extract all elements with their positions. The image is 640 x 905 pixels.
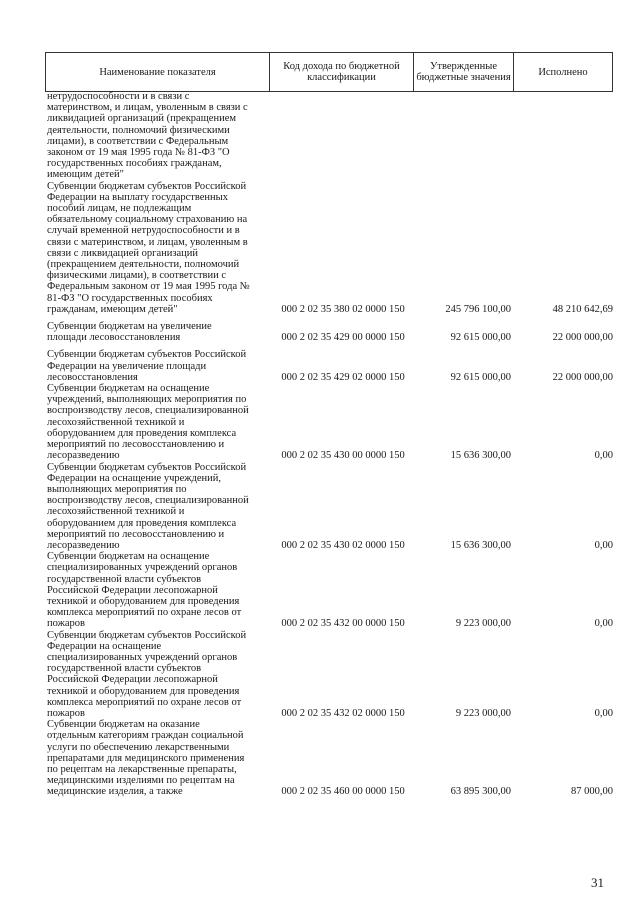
- row-code: 000 2 02 35 430 00 0000 150: [281, 450, 405, 462]
- row-name: Субвенции бюджетам субъектов Российской Федерации на оснащение учреждений, выполняющих мероприятия по воспроизводству лесов, специализированной лесохозяйственной техникой и оборудованием для проведения комплекса мероприятий по лесовосстановлению и лесоразведению: [47, 461, 249, 551]
- table-row: [47, 91, 613, 181]
- table-row: [47, 321, 613, 343]
- row-approved: 15 636 300,00: [450, 539, 511, 551]
- row-done: 48 210 642,69: [552, 303, 613, 315]
- table-row: [47, 719, 613, 797]
- row-name: нетрудоспособности и в связи с материнством, и лицам, уволенным в связи с ликвидацией организаций (прекращением деятельности, полномочий физическими лицами), в соответствии с Федеральным законом от 19 мая 1995 года № 81-ФЗ "О государственных пособиях гражданам, имеющим детей": [47, 91, 248, 181]
- header-name-column: Наименование показателя: [45, 53, 269, 91]
- table-row: [47, 630, 613, 720]
- row-name: Субвенции бюджетам субъектов Российской Федерации на оснащение специализированных учреждений органов государственной власти субъектов Российской Федерации лесопожарной техникой и оборудованием для проведения комплекса мероприятий по охране лесов от пожаров: [47, 629, 247, 719]
- row-approved: 92 615 000,00: [450, 332, 511, 344]
- row-done: 0,00: [594, 450, 613, 462]
- row-code: 000 2 02 35 432 00 0000 150: [281, 618, 405, 630]
- row-approved: 92 615 000,00: [450, 371, 511, 383]
- row-approved: 9 223 000,00: [455, 707, 511, 719]
- table-header: [45, 52, 613, 92]
- table-row: [47, 462, 613, 552]
- row-done: 22 000 000,00: [552, 371, 613, 383]
- table-row: [47, 349, 613, 383]
- row-approved: 15 636 300,00: [450, 450, 511, 462]
- row-done: 22 000 000,00: [552, 332, 613, 344]
- row-done: 0,00: [594, 618, 613, 630]
- header-done-column: Исполнено: [513, 53, 613, 91]
- row-name: Субвенции бюджетам субъектов Российской Федерации на увеличение площади лесовосстановления: [47, 349, 247, 383]
- row-done: 0,00: [594, 539, 613, 551]
- row-approved: 63 895 300,00: [450, 786, 511, 798]
- row-code: 000 2 02 35 430 02 0000 150: [281, 539, 405, 551]
- row-approved: 9 223 000,00: [455, 618, 511, 630]
- page-number: 31: [591, 875, 604, 890]
- table-row: [47, 383, 613, 461]
- row-name: Субвенции бюджетам на оснащение специализированных учреждений органов государственной власти субъектов Российской Федерации лесопожарной техникой и оборудованием для проведения комплекса мероприятий по охране лесов от пожаров: [47, 551, 242, 630]
- table-row: [47, 181, 613, 315]
- row-code: 000 2 02 35 429 00 0000 150: [281, 332, 405, 344]
- row-code: 000 2 02 35 429 02 0000 150: [281, 371, 405, 383]
- row-name: Субвенции бюджетам субъектов Российской Федерации на выплату государственных пособий лицам, не подлежащим обязательному социальному страхованию на случай временной нетрудоспособности и в связи с материнством, и лицам, уволенным в связи с ликвидацией организаций (прекращением деятельности, полномочий физическими лицами), в соответствии с Федеральным законом от 19 мая 1995 года № 81-ФЗ "О государственных пособиях гражданам, имеющим детей": [47, 180, 250, 315]
- row-name: Субвенции бюджетам на оснащение учреждений, выполняющих мероприятия по воспроизводству лесов, специализированной лесохозяйственной техникой и оборудованием для проведения комплекса мероприятий по лесовосстановлению и лесоразведению: [47, 383, 249, 462]
- row-done: 87 000,00: [571, 786, 613, 798]
- row-code: 000 2 02 35 380 02 0000 150: [281, 303, 405, 315]
- row-name: Субвенции бюджетам на оказание отдельным категориям граждан социальной услуги по обеспечению лекарственными препаратами для медицинского применения по рецептам на лекарственные препараты, медицинскими изделиями по рецептам на медицинские изделия, а также: [47, 719, 245, 798]
- row-code: 000 2 02 35 432 02 0000 150: [281, 707, 405, 719]
- table-body: [47, 91, 613, 798]
- row-code: 000 2 02 35 460 00 0000 150: [281, 786, 405, 798]
- row-approved: 245 796 100,00: [445, 303, 511, 315]
- header-code-column: Код дохода по бюджетной классификации: [269, 53, 413, 91]
- table-row: [47, 551, 613, 629]
- header-approved-column: Утвержденные бюджетные значения: [413, 53, 513, 91]
- row-done: 0,00: [594, 707, 613, 719]
- row-name: Субвенции бюджетам на увеличение площади лесовосстановления: [47, 321, 212, 344]
